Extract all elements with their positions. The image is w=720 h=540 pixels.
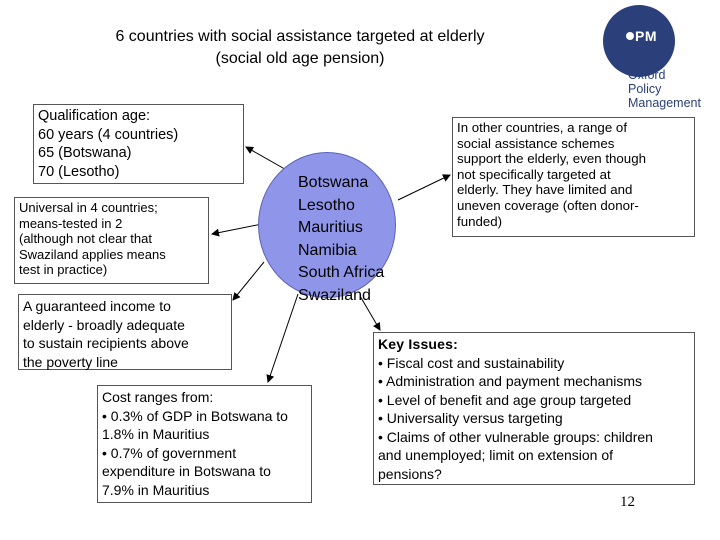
key-issue-line: • Administration and payment mechanisms xyxy=(378,373,643,389)
other-countries-box xyxy=(452,117,695,237)
country-name: South Africa xyxy=(298,264,385,281)
universal-line: (although not clear that xyxy=(19,231,152,246)
universal-line: Swaziland applies means xyxy=(19,246,166,262)
arrow-to-guaranteed xyxy=(233,262,264,300)
country-name: Botswana xyxy=(298,174,369,191)
countries-list xyxy=(298,172,384,307)
title-line-1: 6 countries with social assistance targeted at elderly xyxy=(115,28,485,45)
cost-line: • 0.7% of government xyxy=(102,444,237,461)
qualification-box xyxy=(33,104,244,184)
other-line: uneven coverage (often donor- xyxy=(457,197,639,213)
cost-box xyxy=(97,385,312,503)
other-line: support the elderly, even though xyxy=(457,151,646,167)
universal-line: Universal in 4 countries; xyxy=(19,200,158,215)
guaranteed-line: the poverty line xyxy=(23,353,118,370)
key-issue-line: and unemployed; limit on extension of xyxy=(378,447,614,463)
other-line: not specifically targeted at xyxy=(457,166,611,182)
other-line: funded) xyxy=(457,213,503,229)
cost-line: • 0.3% of GDP in Botswana to xyxy=(102,407,288,424)
cost-line: expenditure in Botswana to xyxy=(102,463,271,479)
logo-line-1: Oxford xyxy=(628,68,666,82)
key-issues-header: Key Issues: xyxy=(378,336,459,352)
arrow-to-other xyxy=(398,175,450,200)
universal-line: test in practice) xyxy=(19,262,108,277)
key-issue-line: • Fiscal cost and sustainability xyxy=(378,354,565,371)
qualification-line: Qualification age: xyxy=(38,108,151,124)
page-number: 12 xyxy=(620,494,635,510)
guaranteed-income-box xyxy=(18,294,232,370)
logo-line-3: Management xyxy=(628,96,701,110)
cost-line: 7.9% in Mauritius xyxy=(102,481,210,498)
guaranteed-line: to sustain recipients above xyxy=(23,335,189,351)
key-issue-line: • Claims of other vulnerable groups: children xyxy=(378,428,653,445)
other-line: social assistance schemes xyxy=(457,135,615,151)
qualification-line: 70 (Lesotho) xyxy=(38,163,120,180)
guaranteed-line: A guaranteed income to xyxy=(23,298,171,314)
guaranteed-line: elderly - broadly adequate xyxy=(23,316,185,333)
arrow-to-cost xyxy=(268,294,298,382)
logo-line-2: Policy xyxy=(628,82,662,96)
other-line: In other countries, a range of xyxy=(457,120,628,135)
cost-line: Cost ranges from: xyxy=(102,389,214,405)
country-name: Lesotho xyxy=(298,196,355,214)
title-line-2: (social old age pension) xyxy=(215,50,385,67)
country-name: Mauritius xyxy=(298,219,363,236)
country-name: Namibia xyxy=(298,241,357,259)
key-issues-box xyxy=(373,332,695,485)
country-name: Swaziland xyxy=(298,286,371,304)
arrow-to-universal xyxy=(212,224,262,234)
key-issue-line: • Level of benefit and age group targeted xyxy=(378,391,632,408)
logo-mark-text: PM xyxy=(635,28,657,44)
universal-box xyxy=(14,197,209,284)
cost-line: 1.8% in Mauritius xyxy=(102,426,210,442)
other-line: elderly. They have limited and xyxy=(457,182,633,198)
key-issue-line: • Universality versus targeting xyxy=(378,410,563,426)
key-issue-line: pensions? xyxy=(378,465,442,482)
qualification-line: 65 (Botswana) xyxy=(38,145,132,161)
qualification-line: 60 years (4 countries) xyxy=(38,126,179,143)
universal-line: means-tested in 2 xyxy=(19,215,123,231)
